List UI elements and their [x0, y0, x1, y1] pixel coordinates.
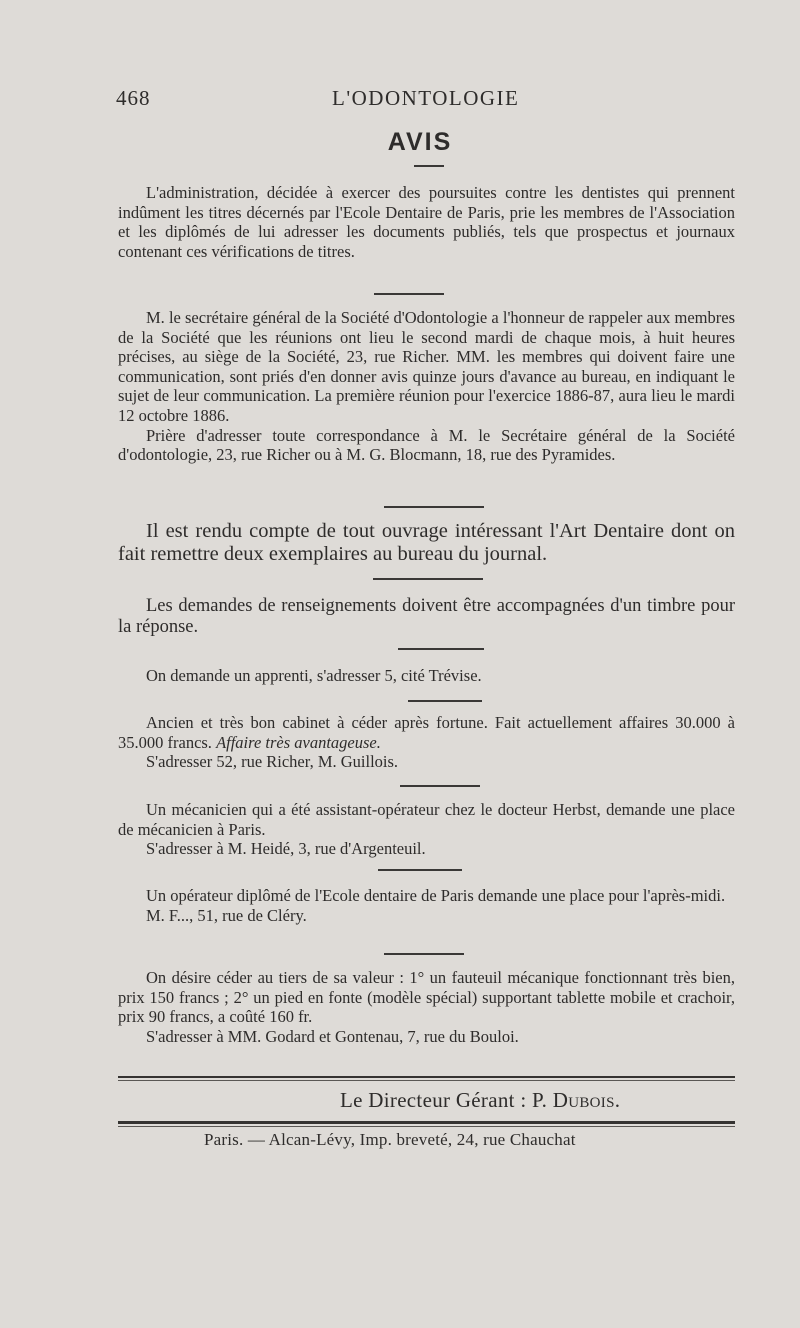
- separator: [398, 648, 484, 650]
- notice-text: [118, 713, 735, 752]
- closing-rule-thin: [118, 1080, 735, 1081]
- notice-text: Un mécanicien qui a été assistant-opérateur chez le docteur Herbst, demande une place de mécanicien à Paris.: [118, 800, 735, 839]
- closing-rule: [118, 1076, 735, 1078]
- notice-text-secondary: S'adresser à MM. Godard et Gontenau, 7, rue du Bouloi.: [146, 1026, 519, 1046]
- separator: [373, 578, 483, 580]
- separator: [400, 785, 480, 787]
- notice-text: On désire céder au tiers de sa valeur : 1° un fauteuil mécanique fonctionnant très bien, prix 150 francs ; 2° un pied en fonte (modèle spécial) supportant tablette mobile et crachoir, prix 90 francs, a coûté 160 fr.: [118, 968, 735, 1027]
- notice-text-secondary: S'adresser 52, rue Richer, M. Guillois.: [146, 752, 399, 772]
- notice-text: Un opérateur diplômé de l'Ecole dentaire de Paris demande une place pour l'après-midi.: [146, 886, 726, 905]
- footer-rule-thin: [118, 1126, 735, 1127]
- notice-text: Les demandes de renseignements doivent être accompagnées d'un timbre pour la réponse.: [118, 596, 735, 637]
- signature-label: Le Directeur Gérant : P.: [340, 1088, 553, 1112]
- separator: [384, 953, 464, 955]
- notice-renseignements: [118, 596, 735, 637]
- notice-text-italic: Affaire très avantageuse.: [216, 732, 381, 752]
- notice-administration: [118, 183, 735, 261]
- page-number: 468: [116, 86, 151, 110]
- notice-text-secondary: S'adresser à M. Heidé, 3, rue d'Argenteuil.: [146, 839, 426, 859]
- notice-text: L'administration, décidée à exercer des poursuites contre les dentistes qui prennent indûment les titres décernés par l'Ecole Dentaire de Paris, prie les membres de l'Association et les diplômés de lui adresser les documents publiés, tels que prospectus et journaux contenant ces vérifications de titres.: [118, 183, 735, 261]
- notice-text: M. le secrétaire général de la Société d'Odontologie a l'honneur de rappeler aux membres de la Société que les réunions ont lieu le second mardi de chaque mois, à huit heures précises, au siège de la Société, 23, rue Richer. MM. les membres qui doivent faire une communication, sont priés d'en donner avis quinze jours d'avance au bureau, en indiquant le sujet de leur communication. La première réunion pour l'exercice 1886-87, aura lieu le mardi 12 octobre 1886.: [118, 308, 735, 425]
- notice-cabinet: [118, 713, 735, 772]
- notice-text-secondary: M. F..., 51, rue de Cléry.: [146, 905, 307, 925]
- page-header: [116, 86, 738, 114]
- notice-text: On demande un apprenti, s'adresser 5, cité Trévise.: [146, 666, 482, 685]
- notice-operateur: [118, 886, 735, 925]
- notice-fauteuil: [118, 968, 735, 1046]
- section-title: AVIS: [387, 128, 453, 156]
- notice-compte-rendu: [118, 520, 735, 565]
- separator: [408, 700, 482, 702]
- title-rule: [414, 165, 444, 167]
- running-head: L'ODONTOLOGIE: [332, 86, 520, 110]
- notice-societe: [118, 308, 735, 465]
- notice-apprenti: [118, 666, 735, 686]
- signature-name: Dubois.: [552, 1088, 621, 1112]
- separator: [384, 506, 484, 508]
- separator: [378, 869, 462, 871]
- separator: [374, 293, 444, 295]
- notice-text-secondary: Prière d'adresser toute correspondance à M. le Secrétaire général de la Société d'odontologie, 23, rue Richer ou à M. G. Blocmann, 18, rue des Pyramides.: [118, 425, 735, 465]
- notice-text: Il est rendu compte de tout ouvrage intéressant l'Art Dentaire dont on fait remettre deux exemplaires au bureau du journal.: [118, 520, 735, 565]
- notice-text-regular: Ancien et très bon cabinet à céder après fortune. Fait actuellement affaires 30.000 à 35.000 francs.: [118, 713, 735, 752]
- printer-imprint: Paris. — Alcan-Lévy, Imp. breveté, 24, rue Chauchat: [204, 1130, 576, 1149]
- director-signature: [340, 1088, 620, 1113]
- footer-rule: [118, 1121, 735, 1124]
- notice-mecanicien: [118, 800, 735, 859]
